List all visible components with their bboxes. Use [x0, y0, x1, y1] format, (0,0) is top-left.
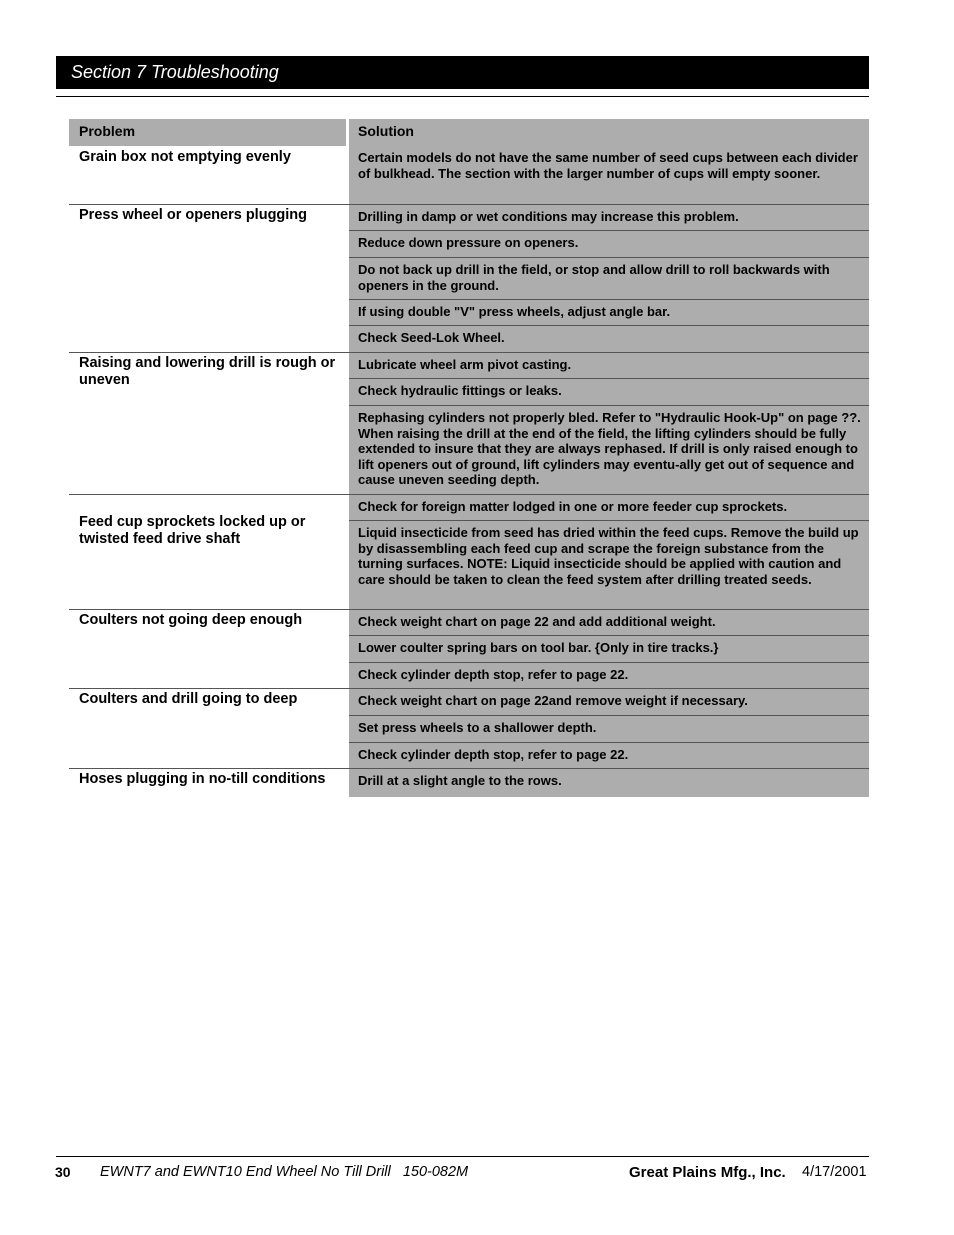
problem-cell: Hoses plugging in no-till conditions — [79, 771, 326, 787]
solution-cell: Liquid insecticide from seed has dried within the feed cups. Remove the build up by disassembling each feed cup and scrape the foreign substance from the turning surfaces. NOTE: Liquid insecticide should be applied with caution and care should be taken to clean the feed system after drilling treated seeds. — [349, 521, 869, 609]
header-rule — [56, 96, 869, 97]
solution-cell: Rephasing cylinders not properly bled. Refer to "Hydraulic Hook-Up" on page ??. When raising the drill at the end of the field, the lifting cylinders should be fully extended to insure that they are always rephased. If drill is only raised enough to lift openers out of ground, lift cylinders may eventu-ally get out of sequence and cause uneven seeding depth. — [349, 406, 869, 494]
column-header-solution: Solution — [349, 119, 869, 146]
problem-cell: Grain box not emptying evenly — [79, 149, 291, 165]
column-header-problem: Problem — [69, 119, 346, 146]
company-name: Great Plains Mfg., Inc. — [629, 1164, 786, 1181]
solution-cell: If using double "V" press wheels, adjust angle bar. — [349, 300, 869, 325]
solution-cell: Check weight chart on page 22 and add additional weight. — [349, 610, 869, 635]
solution-cell: Do not back up drill in the field, or stop and allow drill to roll backwards with openers in the ground. — [349, 258, 869, 299]
solution-cell: Certain models do not have the same number of seed cups between each divider of bulkhead. The section with the larger number of cups will empty sooner. — [349, 146, 869, 204]
problem-cell: Raising and lowering drill is rough or uneven — [79, 355, 336, 388]
problem-cell: Coulters and drill going to deep — [79, 691, 298, 707]
solution-cell: Check hydraulic fittings or leaks. — [349, 379, 869, 405]
solution-cell: Check Seed-Lok Wheel. — [349, 326, 869, 352]
solution-cell: Lubricate wheel arm pivot casting. — [349, 353, 869, 378]
footer-rule — [56, 1156, 869, 1157]
section-title: Section 7 Troubleshooting — [71, 62, 279, 82]
solution-cell: Reduce down pressure on openers. — [349, 231, 869, 257]
page-number: 30 — [55, 1164, 71, 1180]
solution-cell: Check cylinder depth stop, refer to page 22. — [349, 663, 869, 688]
problem-cell: Press wheel or openers plugging — [79, 207, 308, 223]
solution-cell: Drill at a slight angle to the rows. — [349, 769, 869, 797]
solution-cell: Lower coulter spring bars on tool bar. {Only in tire tracks.} — [349, 636, 869, 662]
document-title: EWNT7 and EWNT10 End Wheel No Till Drill 150-082M — [100, 1164, 469, 1180]
solution-cell: Check for foreign matter lodged in one or more feeder cup sprockets. — [349, 495, 869, 520]
solution-cell: Check weight chart on page 22and remove weight if necessary. — [349, 689, 869, 715]
solution-cell: Check cylinder depth stop, refer to page 22. — [349, 743, 869, 768]
solution-cell: Set press wheels to a shallower depth. — [349, 716, 869, 742]
publication-date: 4/17/2001 — [802, 1164, 867, 1180]
problem-cell: Feed cup sprockets locked up or twisted feed drive shaft — [79, 514, 306, 547]
section-header-bar — [56, 56, 869, 89]
problem-cell: Coulters not going deep enough — [79, 612, 303, 628]
solution-cell: Drilling in damp or wet conditions may increase this problem. — [349, 205, 869, 230]
